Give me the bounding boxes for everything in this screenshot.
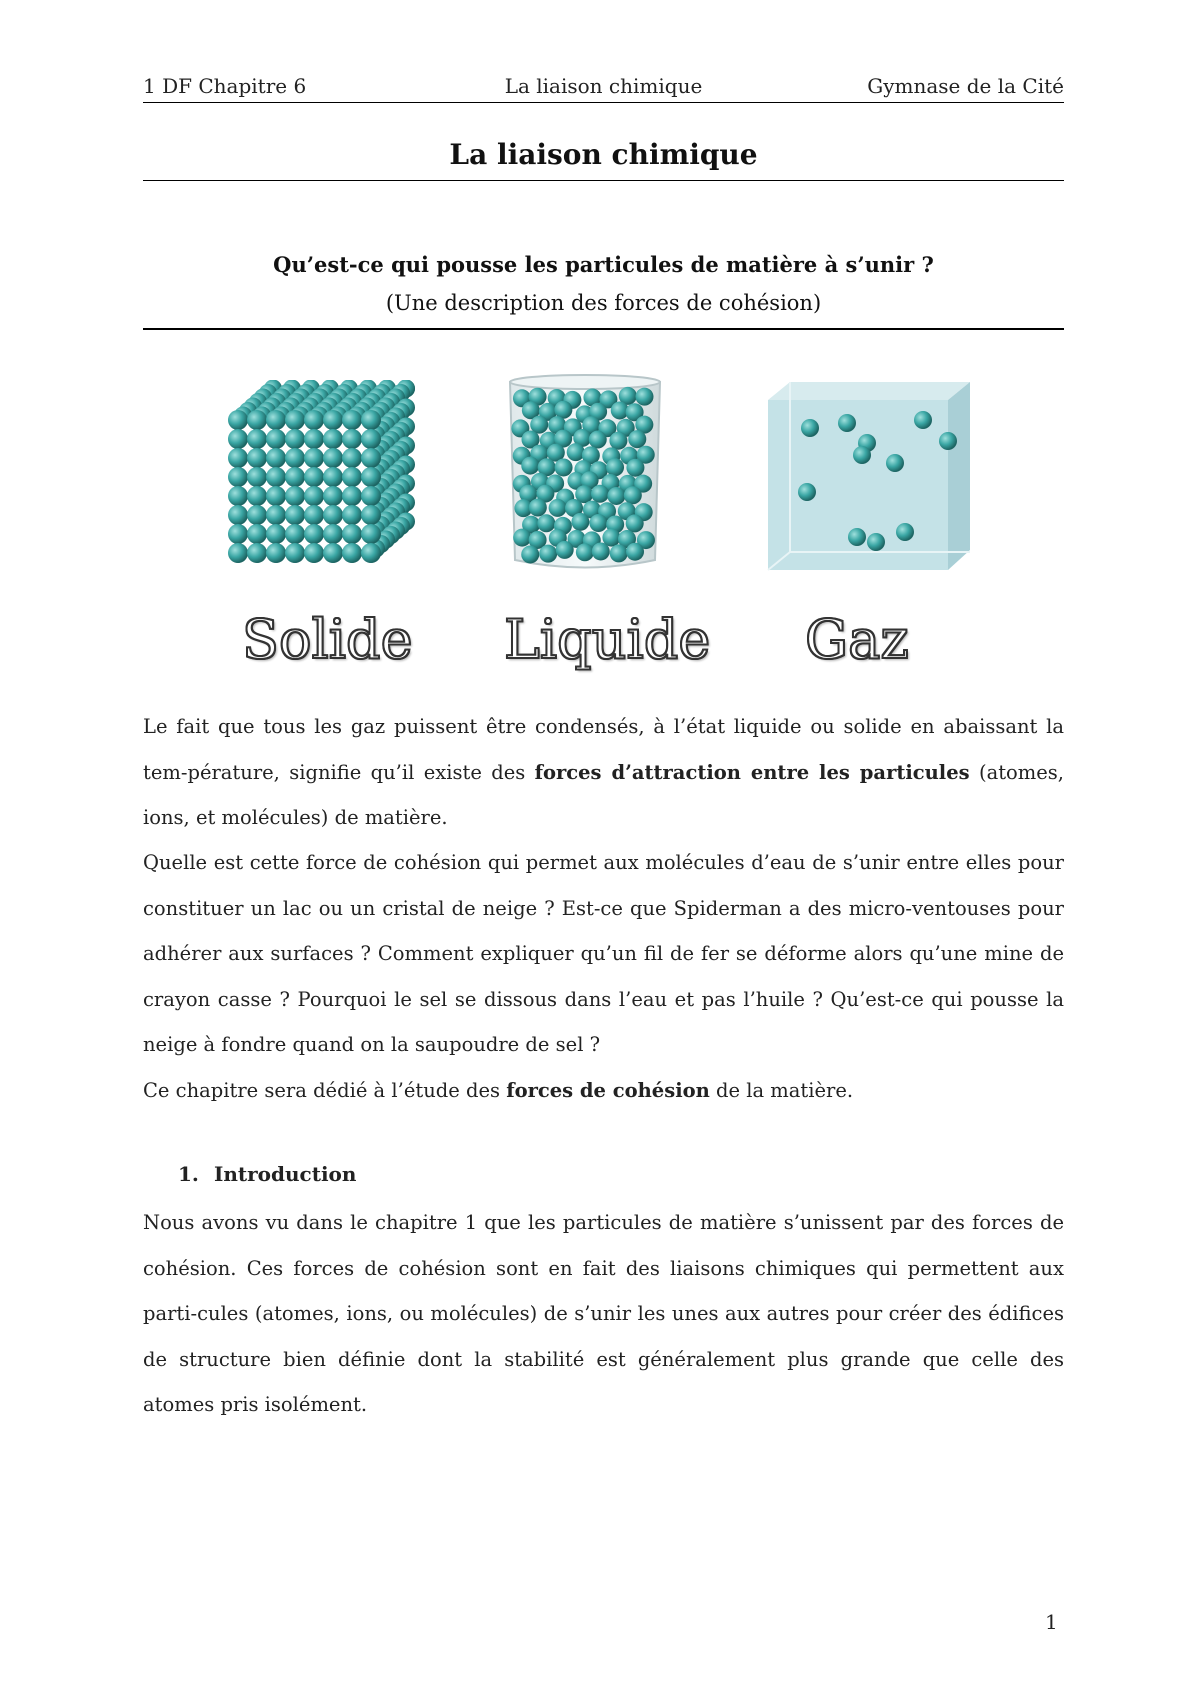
paragraph-intro-text: Le fait que tous les gaz puissent être condensés, à l’état liquide ou solide en abaissant la tem-pérature, signifie qu’il existe des — [143, 715, 1064, 784]
section-title: Introduction — [214, 1162, 357, 1186]
subtitle-block — [143, 246, 1064, 330]
solid-cube-illustration — [220, 380, 420, 580]
paragraph-aim-text-end: de la matière. — [709, 1079, 854, 1102]
subtitle-description: (Une description des forces de cohésion) — [385, 291, 822, 315]
section-number: 1. — [178, 1162, 199, 1186]
page-number: 1 — [1045, 1610, 1058, 1634]
paragraph-intro-bold: forces d’attraction entre les particules — [534, 760, 970, 784]
paragraph-aim-bold: forces de cohésion — [506, 1079, 710, 1102]
section-heading — [178, 1162, 356, 1186]
paragraph-aim-text: Ce chapitre sera dédié à l’étude des — [143, 1079, 507, 1102]
label-gas: Gaz — [805, 608, 909, 671]
label-solid: Solide — [242, 608, 413, 671]
header-school: Gymnase de la Cité — [867, 74, 1064, 98]
header-chapter: 1 DF Chapitre 6 — [143, 74, 307, 98]
paragraph-introduction: Nous avons vu dans le chapitre 1 que les particules de matière s’unissent par des forces de cohésion. Ces forces de cohésion sont en fait des liaisons chimiques qui permettent aux parti-cules (atomes, ions, ou molécules) de s’unir les unes aux autres pour créer des édifices de structure bien définie dont la stabilité est généralement plus grande que celle des atomes pris isolément. — [143, 1211, 1064, 1416]
header-topic: La liaison chimique — [504, 74, 703, 98]
paragraph-questions: Quelle est cette force de cohésion qui permet aux molécules d’eau de s’unir entre elles pour constituer un lac ou un cristal de neige ? Est-ce que Spiderman a des micro-ventouses pour adhérer aux surfaces ? Comment expliquer qu’un fil de fer se déforme alors qu’une mine de crayon casse ? Pourquoi le sel se dissous dans l’eau et pas l’huile ? Qu’est-ce qui pousse la neige à fondre quand on la saupoudre de sel ? — [143, 851, 1064, 1056]
subtitle-question: Qu’est-ce qui pousse les particules de matière à s’unir ? — [273, 252, 934, 277]
page-title: La liaison chimique — [143, 138, 1064, 181]
paragraph-chapter-aim — [143, 1068, 1064, 1114]
paragraph-intro-text-end: (atomes, ions, et molécules) de matière. — [143, 760, 1065, 829]
liquid-beaker-illustration — [500, 370, 670, 580]
label-liquid: Liquide — [504, 608, 711, 671]
paragraph-intro — [143, 704, 1064, 841]
gas-box-illustration — [760, 380, 980, 580]
states-of-matter-figure — [200, 380, 1020, 671]
page-header — [143, 70, 1064, 103]
